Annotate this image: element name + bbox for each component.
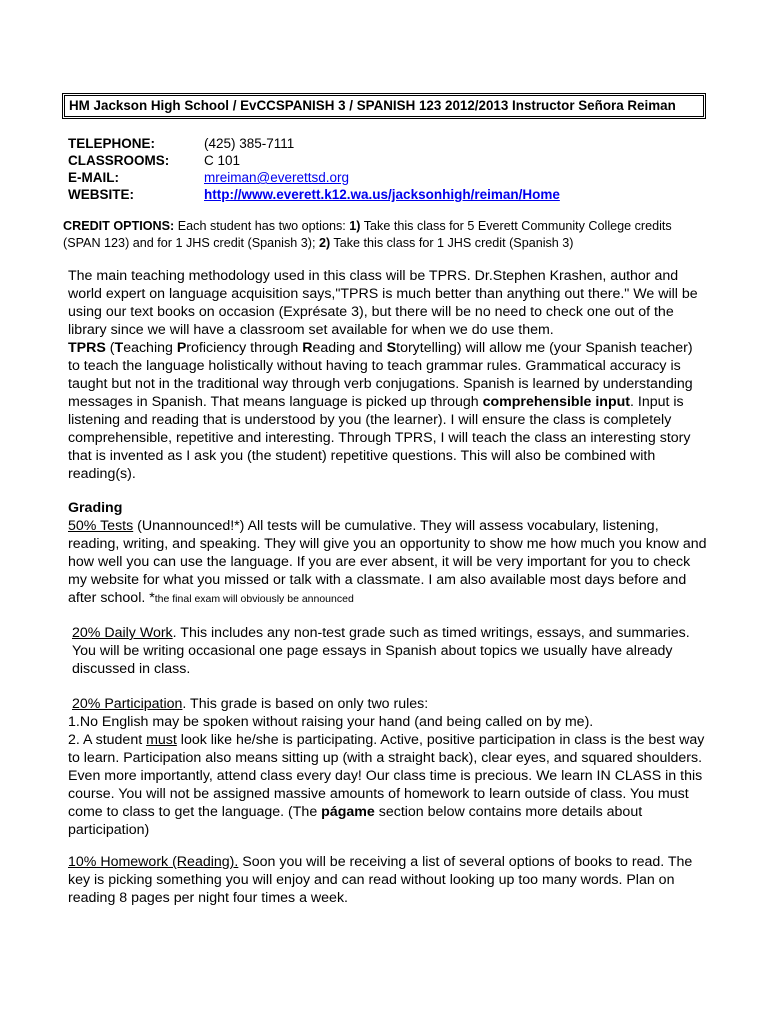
classroom-row bbox=[68, 152, 560, 169]
participation-paragraph bbox=[68, 695, 708, 839]
participation-rule-2-end: section below contains more details about participation) bbox=[68, 804, 643, 838]
methodology-intro: The main teaching methodology used in this class will be TPRS. Dr.Stephen Krashen, author and world expert on language acquisition says,"TPRS is much better than anything out there." We will be using our text books on occasion (Exprésate 3), but there will be no need to check one out of the library since we will have a classroom set available for when we do use them. bbox=[68, 268, 698, 338]
daily-work-text: . This includes any non-test grade such as timed writings, essays, and summaries. You will be writing occasional one page essays in Spanish about topics we usually have already discussed in class. bbox=[72, 625, 690, 677]
page-title: HM Jackson High School / EvCCSPANISH 3 / SPANISH 123 2012/2013 Instructor Señora Reiman bbox=[62, 93, 706, 119]
participation-rule-1: 1.No English may be spoken without raising your hand (and being called on by me). bbox=[68, 714, 594, 730]
tests-text: (Unannounced!*) All tests will be cumulative. They will assess vocabulary, listening, reading, writing, and speaking. They will give you an opportunity to show me how much you know and how well you can use the language. If you are ever absent, it will be very important for you to check my website for what you missed or talk with a classmate. I am also available most days before and after school. * bbox=[68, 518, 707, 606]
tprs-eaching: eaching bbox=[123, 340, 177, 356]
telephone-value: (425) 385-7111 bbox=[204, 136, 295, 151]
methodology-paragraph bbox=[68, 267, 708, 483]
homework-label: 10% Homework (Reading). bbox=[68, 854, 239, 870]
classroom-value: C 101 bbox=[204, 153, 241, 168]
participation-label: 20% Participation bbox=[72, 696, 183, 712]
website-link[interactable]: http://www.everett.k12.wa.us/jacksonhigh/reiman/Home bbox=[204, 187, 560, 202]
tprs-t: T bbox=[114, 340, 124, 356]
daily-work-paragraph bbox=[72, 624, 712, 678]
methodology-rest: . Input is listening and reading that is understood by you (the learner). I will ensure the class is completely comprehensible, repetitive and interesting. Through TPRS, I will teach the class an interesting story that is invented as I ask you (the student) repetitive questions. This will also be combined with reading(s). bbox=[68, 394, 691, 482]
tests-paragraph bbox=[68, 517, 708, 608]
telephone-label: TELEPHONE: bbox=[68, 136, 156, 151]
email-link[interactable]: mreiman@everettsd.org bbox=[204, 170, 350, 185]
daily-work-label: 20% Daily Work bbox=[72, 625, 173, 641]
tprs-description: torytelling) will allow me (your Spanish teacher) to teach the language holistically without having to teach grammar rules. Grammatical accuracy is taught but not in the traditional way through verb conjugations. Spanish is learned by understanding messages in Spanish. That means language is picked up through bbox=[68, 340, 693, 410]
pagame-term: págame bbox=[321, 804, 375, 820]
credit-text-b: Take this class for 5 Everett Community College credits (SPAN 123) and for 1 JHS credit (Spanish 3); bbox=[63, 219, 672, 250]
website-row bbox=[68, 186, 560, 203]
grading-heading: Grading bbox=[68, 500, 123, 516]
website-label: WEBSITE: bbox=[68, 187, 134, 202]
tprs-term: TPRS bbox=[68, 340, 106, 356]
tprs-p: P bbox=[176, 340, 187, 356]
credit-option-2: 2) bbox=[318, 236, 331, 250]
tprs-s: S bbox=[386, 340, 397, 356]
participation-must: must bbox=[146, 732, 177, 748]
credit-options bbox=[63, 218, 703, 252]
participation-intro: . This grade is based on only two rules: bbox=[182, 696, 429, 712]
tprs-r: R bbox=[302, 340, 313, 356]
participation-rule-2-start: 2. A student bbox=[68, 732, 147, 748]
tprs-roficiency: roficiency through bbox=[186, 340, 303, 356]
tprs-eading: eading and bbox=[312, 340, 387, 356]
credit-label: CREDIT OPTIONS: bbox=[63, 219, 175, 233]
classrooms-label: CLASSROOMS: bbox=[68, 153, 170, 168]
email-label: E-MAIL: bbox=[68, 170, 119, 185]
tests-footnote: the final exam will obviously be announced bbox=[154, 593, 354, 605]
credit-text-c: Take this class for 1 JHS credit (Spanish 3) bbox=[330, 236, 574, 250]
credit-text-a: Each student has two options: bbox=[174, 219, 350, 233]
tprs-open: ( bbox=[105, 340, 115, 356]
homework-paragraph bbox=[68, 853, 708, 907]
telephone-row bbox=[68, 135, 560, 152]
credit-option-1: 1) bbox=[349, 219, 361, 233]
contact-info bbox=[68, 135, 560, 203]
tests-label: 50% Tests bbox=[68, 518, 134, 534]
homework-text: Soon you will be receiving a list of several options of books to read. The key is picking something you will enjoy and can read without looking up too many words. Plan on reading 8 pages per night four times a week. bbox=[68, 854, 693, 906]
comprehensible-input-term: comprehensible input bbox=[482, 394, 631, 410]
participation-rule-2-body: look like he/she is participating. Active, positive participation in class is the best way to learn. Participation also means sitting up (with a straight back), clear eyes, and squared shoulders. Even more importantly, attend class every day! Our class time is precious. We learn IN CLASS in this course. You will not be assigned massive amounts of homework to learn outside of class. You must come to class to get the language. (The bbox=[68, 732, 705, 820]
email-row bbox=[68, 169, 560, 186]
